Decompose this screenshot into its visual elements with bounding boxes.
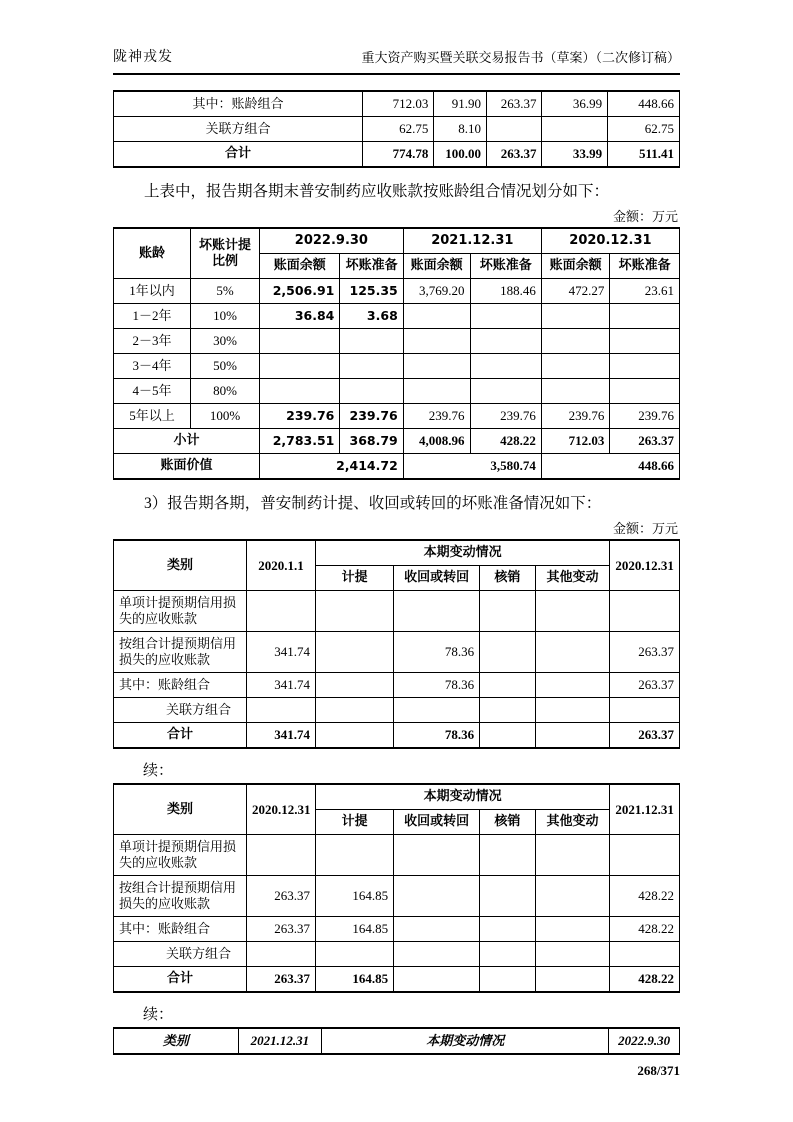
- subtotal-label-cell: 小计: [114, 429, 260, 454]
- col-header-balance: 账面余额: [260, 254, 340, 279]
- total-row: [114, 967, 680, 993]
- cell: 239.76: [260, 404, 340, 429]
- paragraph-aging-intro: 上表中，报告期各期末普安制药应收账款按账龄组合情况划分如下：: [144, 183, 610, 200]
- table-row: [114, 117, 680, 142]
- col-header-change: 本期变动情况: [322, 1028, 609, 1054]
- cell: [610, 329, 680, 354]
- col-header-begin-date: 2021.12.31: [238, 1028, 322, 1054]
- table-row: [114, 304, 680, 329]
- col-header-begin-date: 2020.1.1: [247, 540, 316, 591]
- cell: 511.41: [608, 142, 680, 168]
- amount-unit-label: 金额：万元: [612, 521, 678, 536]
- cell: [610, 698, 680, 723]
- ratio-cell: 50%: [190, 354, 259, 379]
- cell: 263.37: [610, 673, 680, 698]
- provision-movement-table-2020: [113, 539, 680, 749]
- cell: 263.37: [247, 967, 316, 993]
- cell: [535, 942, 610, 967]
- cell: [403, 304, 470, 329]
- amount-unit-label: 金额：万元: [612, 209, 678, 224]
- cell: 239.76: [340, 404, 403, 429]
- table-row: [114, 591, 680, 632]
- cell: 263.37: [247, 876, 316, 917]
- row-label-cell: 其中：账龄组合: [114, 673, 247, 698]
- cell: 4,008.96: [403, 429, 470, 454]
- col-header-provision: 坏账准备: [470, 254, 541, 279]
- col-header-accrual: 计提: [316, 810, 394, 835]
- cell: [470, 329, 541, 354]
- ratio-cell: 30%: [190, 329, 259, 354]
- cell: 33.99: [542, 142, 608, 168]
- cell: 472.27: [541, 279, 609, 304]
- book-value-label-cell: 账面价值: [114, 454, 260, 480]
- table-row: [114, 354, 680, 379]
- page-header: [113, 46, 680, 75]
- cell: [470, 379, 541, 404]
- col-header-recovery: 收回或转回: [394, 566, 480, 591]
- cell: [470, 304, 541, 329]
- cell: [394, 967, 480, 993]
- cell: [535, 723, 610, 749]
- cell: 3.68: [340, 304, 403, 329]
- ratio-cell: 80%: [190, 379, 259, 404]
- cell: [610, 591, 680, 632]
- aging-cell: 1年以内: [114, 279, 191, 304]
- cell: 78.36: [394, 723, 480, 749]
- cell: 263.37: [486, 142, 541, 168]
- book-value-row: [114, 454, 680, 480]
- col-header-change: 本期变动情况: [316, 784, 610, 810]
- cell: [480, 673, 535, 698]
- cell: [610, 379, 680, 404]
- table-row: [114, 876, 680, 917]
- cell: [394, 942, 480, 967]
- cell: 368.79: [340, 429, 403, 454]
- col-header-2021: 2021.12.31: [403, 228, 541, 254]
- cell: 239.76: [470, 404, 541, 429]
- cell: [316, 835, 394, 876]
- cell: 36.84: [260, 304, 340, 329]
- row-label-cell: 关联方组合: [114, 942, 247, 967]
- cell: 341.74: [247, 632, 316, 673]
- cell: 239.76: [541, 404, 609, 429]
- header-row: [114, 784, 680, 810]
- cell: 712.03: [541, 429, 609, 454]
- cell: [316, 632, 394, 673]
- cell: 239.76: [403, 404, 470, 429]
- col-header-writeoff: 核销: [480, 810, 535, 835]
- aging-cell: 5年以上: [114, 404, 191, 429]
- col-header-balance: 账面余额: [403, 254, 470, 279]
- cell: [260, 379, 340, 404]
- cell: [316, 591, 394, 632]
- cell: [470, 354, 541, 379]
- table-row: [114, 673, 680, 698]
- cell: [403, 329, 470, 354]
- col-header-other: 其他变动: [535, 566, 610, 591]
- cell: [394, 698, 480, 723]
- cell: 23.61: [610, 279, 680, 304]
- col-header-end-date: 2022.9.30: [609, 1028, 680, 1054]
- cell: 448.66: [608, 91, 680, 117]
- cell: 164.85: [316, 917, 394, 942]
- col-header-ratio: 坏账计提比例: [190, 228, 259, 279]
- cell: [480, 723, 535, 749]
- cell: 164.85: [316, 967, 394, 993]
- cell: 263.37: [486, 91, 541, 117]
- cell: [394, 835, 480, 876]
- table-row: [114, 698, 680, 723]
- cell: 91.90: [434, 91, 487, 117]
- cell: [610, 835, 680, 876]
- cell: [541, 304, 609, 329]
- col-header-end-date: 2020.12.31: [610, 540, 680, 591]
- cell: [480, 917, 535, 942]
- cell: 263.37: [610, 723, 680, 749]
- col-header-category: 类别: [114, 1028, 239, 1054]
- cell: 78.36: [394, 632, 480, 673]
- cell: [535, 917, 610, 942]
- cell: [610, 304, 680, 329]
- ratio-cell: 100%: [190, 404, 259, 429]
- cell: [480, 632, 535, 673]
- cell: [260, 354, 340, 379]
- cell: 428.22: [610, 917, 680, 942]
- table-row: [114, 632, 680, 673]
- page-number: 268/371: [637, 1063, 680, 1078]
- cell: [542, 117, 608, 142]
- cell: 428.22: [470, 429, 541, 454]
- aging-portfolio-table: [113, 227, 680, 480]
- total-label-cell: 合计: [114, 723, 247, 749]
- cell: [316, 673, 394, 698]
- col-header-provision: 坏账准备: [610, 254, 680, 279]
- cell: [480, 591, 535, 632]
- cell: 774.78: [363, 142, 434, 168]
- cell: 2,506.91: [260, 279, 340, 304]
- cell: [340, 354, 403, 379]
- cell: [316, 723, 394, 749]
- cell: [535, 698, 610, 723]
- cell: [394, 876, 480, 917]
- table-row: [114, 917, 680, 942]
- total-label-cell: 合计: [114, 142, 363, 168]
- col-header-provision: 坏账准备: [340, 254, 403, 279]
- table-row: [114, 379, 680, 404]
- cell: [480, 967, 535, 993]
- cell: 78.36: [394, 673, 480, 698]
- cell: [394, 917, 480, 942]
- table-row: [114, 404, 680, 429]
- cell: 428.22: [610, 876, 680, 917]
- continued-label: 续：: [143, 763, 174, 779]
- ratio-cell: 10%: [190, 304, 259, 329]
- col-header-recovery: 收回或转回: [394, 810, 480, 835]
- cell: [535, 632, 610, 673]
- ratio-cell: 5%: [190, 279, 259, 304]
- cell: [541, 329, 609, 354]
- continued-label: 续：: [143, 1007, 174, 1023]
- provision-movement-table-2021: [113, 783, 680, 993]
- cell: [316, 698, 394, 723]
- row-label-cell: 单项计提预期信用损失的应收账款: [114, 591, 247, 632]
- total-label-cell: 合计: [114, 967, 247, 993]
- cell: 62.75: [608, 117, 680, 142]
- cell: 263.37: [610, 429, 680, 454]
- table-row: [114, 279, 680, 304]
- col-header-end-date: 2021.12.31: [610, 784, 680, 835]
- cell: [480, 835, 535, 876]
- cell: 341.74: [247, 723, 316, 749]
- col-header-writeoff: 核销: [480, 566, 535, 591]
- table-row: [114, 91, 680, 117]
- cell: 164.85: [316, 876, 394, 917]
- cell: 712.03: [363, 91, 434, 117]
- row-label-cell: 按组合计提预期信用损失的应收账款: [114, 632, 247, 673]
- cell: 100.00: [434, 142, 487, 168]
- row-label-cell: 其中：账龄组合: [114, 91, 363, 117]
- cell: [610, 354, 680, 379]
- receivables-composition-table: [113, 90, 680, 168]
- cell: 2,414.72: [260, 454, 404, 480]
- cell: [247, 835, 316, 876]
- cell: 448.66: [541, 454, 679, 480]
- cell: [535, 967, 610, 993]
- aging-cell: 4－5年: [114, 379, 191, 404]
- col-header-category: 类别: [114, 784, 247, 835]
- aging-cell: 3－4年: [114, 354, 191, 379]
- cell: [535, 835, 610, 876]
- cell: 2,783.51: [260, 429, 340, 454]
- cell: [480, 942, 535, 967]
- row-label-cell: 按组合计提预期信用损失的应收账款: [114, 876, 247, 917]
- cell: [535, 673, 610, 698]
- cell: [486, 117, 541, 142]
- row-label-cell: 关联方组合: [114, 698, 247, 723]
- header-report-title: 重大资产购买暨关联交易报告书（草案）（二次修订稿）: [361, 50, 680, 65]
- col-header-begin-date: 2020.12.31: [247, 784, 316, 835]
- cell: [340, 379, 403, 404]
- cell: [260, 329, 340, 354]
- provision-movement-table-2022-partial: [113, 1027, 680, 1055]
- col-header-category: 类别: [114, 540, 247, 591]
- cell: [541, 379, 609, 404]
- cell: [535, 591, 610, 632]
- cell: 3,580.74: [403, 454, 541, 480]
- col-header-change: 本期变动情况: [316, 540, 610, 566]
- cell: [480, 698, 535, 723]
- total-row: [114, 723, 680, 749]
- cell: 188.46: [470, 279, 541, 304]
- header-row: [114, 540, 680, 566]
- cell: [610, 942, 680, 967]
- cell: 36.99: [542, 91, 608, 117]
- cell: [340, 329, 403, 354]
- cell: 428.22: [610, 967, 680, 993]
- cell: 62.75: [363, 117, 434, 142]
- subtotal-row: [114, 429, 680, 454]
- cell: 263.37: [610, 632, 680, 673]
- col-header-accrual: 计提: [316, 566, 394, 591]
- aging-cell: 2－3年: [114, 329, 191, 354]
- cell: [403, 379, 470, 404]
- cell: [541, 354, 609, 379]
- table-row: [114, 942, 680, 967]
- table-row: [114, 835, 680, 876]
- col-header-aging: 账龄: [114, 228, 191, 279]
- cell: 239.76: [610, 404, 680, 429]
- cell: [247, 942, 316, 967]
- col-header-2020: 2020.12.31: [541, 228, 679, 254]
- cell: 341.74: [247, 673, 316, 698]
- cell: 125.35: [340, 279, 403, 304]
- header-row: [114, 1028, 680, 1054]
- row-label-cell: 关联方组合: [114, 117, 363, 142]
- cell: 263.37: [247, 917, 316, 942]
- cell: [247, 698, 316, 723]
- cell: 8.10: [434, 117, 487, 142]
- row-label-cell: 单项计提预期信用损失的应收账款: [114, 835, 247, 876]
- paragraph-provision-intro: 3）报告期各期，普安制药计提、收回或转回的坏账准备情况如下：: [144, 495, 602, 512]
- cell: [535, 876, 610, 917]
- header-row: [114, 228, 680, 254]
- col-header-balance: 账面余额: [541, 254, 609, 279]
- cell: 3,769.20: [403, 279, 470, 304]
- cell: [394, 591, 480, 632]
- col-header-other: 其他变动: [535, 810, 610, 835]
- header-company-name: 陇神戎发: [113, 50, 173, 65]
- col-header-2022: 2022.9.30: [260, 228, 404, 254]
- table-row: [114, 329, 680, 354]
- cell: [480, 876, 535, 917]
- cell: [247, 591, 316, 632]
- row-label-cell: 其中：账龄组合: [114, 917, 247, 942]
- cell: [316, 942, 394, 967]
- cell: [403, 354, 470, 379]
- total-row: [114, 142, 680, 168]
- aging-cell: 1－2年: [114, 304, 191, 329]
